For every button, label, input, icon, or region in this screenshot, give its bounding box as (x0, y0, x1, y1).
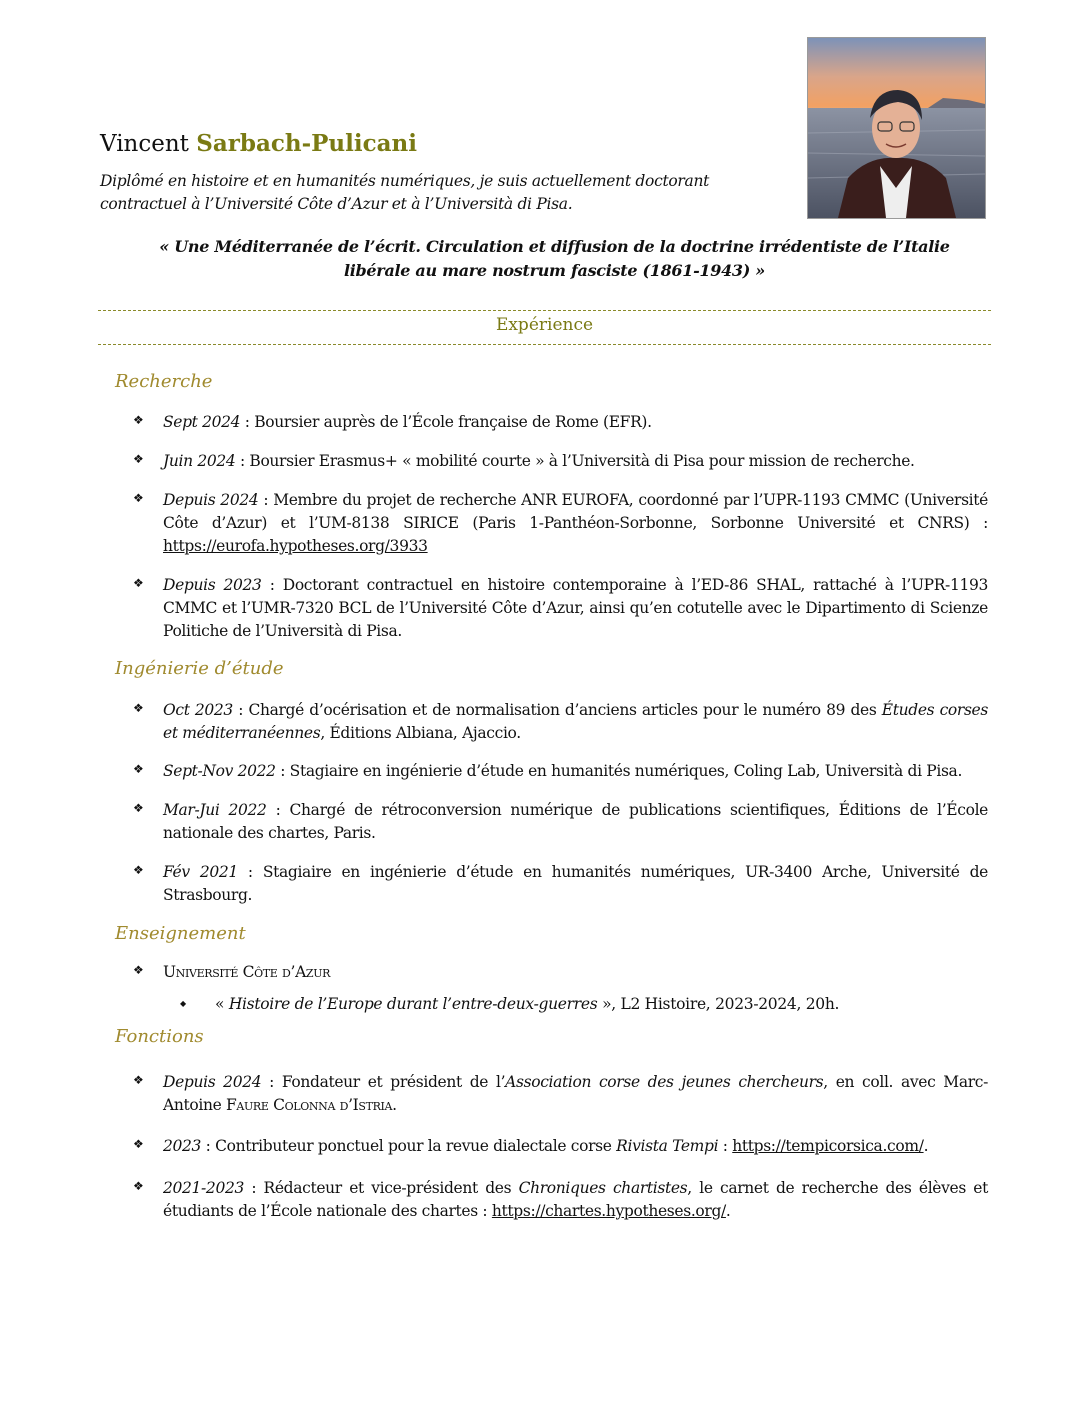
section-recherche-title: Recherche (115, 371, 213, 392)
item-date: 2021-2023 (163, 1179, 244, 1197)
item-date: Juin 2024 (163, 452, 236, 470)
bullet-icon: ❖ (133, 801, 144, 815)
bullet-icon: ❖ (133, 1073, 144, 1087)
item-description-mid: , le carnet de recherche des élèves et étudiants de l’École nationale des chartes : (163, 1179, 989, 1220)
item-publication: Études corses et méditerranéennes (163, 701, 988, 742)
thesis-title (112, 235, 997, 283)
bullet-icon: ❖ (133, 413, 144, 427)
item-text (163, 450, 988, 473)
tempi-link[interactable]: https://tempicorsica.com/ (732, 1137, 924, 1155)
item-date: Mar-Jui 2022 (163, 801, 267, 819)
item-description: : Boursier Erasmus+ « mobilité courte » à l’Università di Pisa pour mission de recherche. (235, 452, 915, 470)
portrait-image (808, 38, 985, 218)
item-description: : Boursier auprès de l’École française de Rome (EFR). (240, 413, 652, 431)
item-text (163, 861, 988, 907)
intro-line-1: Diplômé en histoire et en humanités numériques, je suis actuellement doctorant (100, 172, 710, 190)
item-date: 2023 (163, 1137, 202, 1155)
person-name (100, 130, 417, 157)
item-text (163, 1177, 988, 1223)
bullet-icon: ❖ (133, 863, 144, 877)
diamond-bullet-icon: ◆ (180, 999, 187, 1008)
item-description-end: . (923, 1137, 929, 1155)
bullet-icon: ❖ (133, 452, 144, 466)
blog-name: Chroniques chartistes (518, 1179, 688, 1197)
bullet-icon: ❖ (133, 1179, 144, 1193)
item-date: Fév 2021 (163, 863, 238, 881)
item-text (163, 760, 988, 783)
institution-name: Université Côte d’Azur (163, 963, 331, 981)
item-text (163, 1135, 988, 1158)
bullet-icon: ❖ (133, 576, 144, 590)
course-quote-open: « (215, 995, 229, 1013)
item-text (163, 574, 988, 643)
item-description: : Fondateur et président de l’ (261, 1073, 506, 1091)
thesis-line-1: « Une Méditerranée de l’écrit. Circulation et diffusion de la doctrine irrédentiste de l’Italie (159, 237, 950, 256)
item-description: : Contributeur ponctuel pour la revue dialectale corse (201, 1137, 617, 1155)
bullet-icon: ❖ (133, 491, 144, 505)
bullet-icon: ❖ (133, 701, 144, 715)
experience-heading: Expérience (495, 315, 594, 335)
item-description-mid: : (718, 1137, 733, 1155)
item-text (163, 699, 988, 745)
bullet-icon: ❖ (133, 762, 144, 776)
experience-header-band (98, 310, 991, 345)
chartes-link[interactable]: https://chartes.hypotheses.org/ (491, 1202, 726, 1220)
review-name: Rivista Tempi (616, 1137, 719, 1155)
item-text (163, 1071, 988, 1117)
item-description: : Chargé de rétroconversion numérique de publications scientifiques, Éditions de l’École nationale des chartes, Paris. (163, 801, 988, 842)
item-date: Depuis 2024 (163, 491, 259, 509)
section-enseignement-title: Enseignement (115, 923, 246, 944)
item-description: : Stagiaire en ingénierie d’étude en humanités numériques, UR-3400 Arche, Université de Strasbourg. (163, 863, 988, 904)
item-description: : Membre du projet de recherche ANR EUROFA, coordonné par l’UPR-1193 CMMC (Université Côte d’Azur) et l’UM-8138 SIRICE (Paris 1-Panthéon-Sorbonne, Sorbonne Université et CNRS) : (163, 491, 988, 532)
first-name: Vincent (100, 131, 189, 157)
item-date: Oct 2023 (163, 701, 233, 719)
eurofa-link[interactable]: https://eurofa.hypotheses.org/3933 (163, 537, 428, 555)
thesis-line-2: libérale au mare nostrum fasciste (1861-1943) » (343, 261, 765, 280)
section-ingenierie-title: Ingénierie d’étude (115, 658, 284, 679)
item-description: : Chargé d’océrisation et de normalisation d’anciens articles pour le numéro 89 des (232, 701, 882, 719)
course-text (215, 993, 995, 1016)
course-details: », L2 Histoire, 2023-2024, 20h. (597, 995, 840, 1013)
item-description: : Doctorant contractuel en histoire contemporaine à l’ED-86 SHAL, rattaché à l’UPR-1193 CMMC et l’UMR-7320 BCL de l’Université Côte d’Azur, ainsi qu’en cotutelle avec le Dipartimento di Scienze Politiche de l’Università di Pisa. (163, 576, 988, 640)
item-date: Sept-Nov 2022 (163, 762, 276, 780)
course-title: Histoire de l’Europe durant l’entre-deux-guerres (228, 995, 598, 1013)
bullet-icon: ❖ (133, 963, 144, 977)
association-name: Association corse des jeunes chercheurs (505, 1073, 824, 1091)
item-text (163, 411, 988, 434)
item-date: Depuis 2023 (163, 576, 262, 594)
bullet-icon: ❖ (133, 1137, 144, 1151)
last-name: Sarbach-Pulicani (196, 130, 417, 157)
intro-line-2: contractuel à l’Université Côte d’Azur et à l’Università di Pisa. (100, 195, 573, 213)
item-description-end: , Éditions Albiana, Ajaccio. (320, 724, 521, 742)
item-text (163, 799, 988, 845)
item-text (163, 489, 988, 558)
item-description-mid: , en coll. avec Marc-Antoine (163, 1073, 988, 1114)
profile-photo (807, 37, 986, 219)
item-description: : Stagiaire en ingénierie d’étude en humanités numériques, Coling Lab, Università di Pisa. (275, 762, 963, 780)
item-date: Sept 2024 (163, 413, 241, 431)
intro-text (100, 170, 760, 216)
item-description-end: . (725, 1202, 731, 1220)
section-fonctions-title: Fonctions (115, 1026, 204, 1047)
item-description-end: . (392, 1096, 397, 1114)
item-date: Depuis 2024 (163, 1073, 262, 1091)
item-description: : Rédacteur et vice-président des (243, 1179, 519, 1197)
collaborator-name: Faure Colonna d’Istria (225, 1096, 393, 1114)
